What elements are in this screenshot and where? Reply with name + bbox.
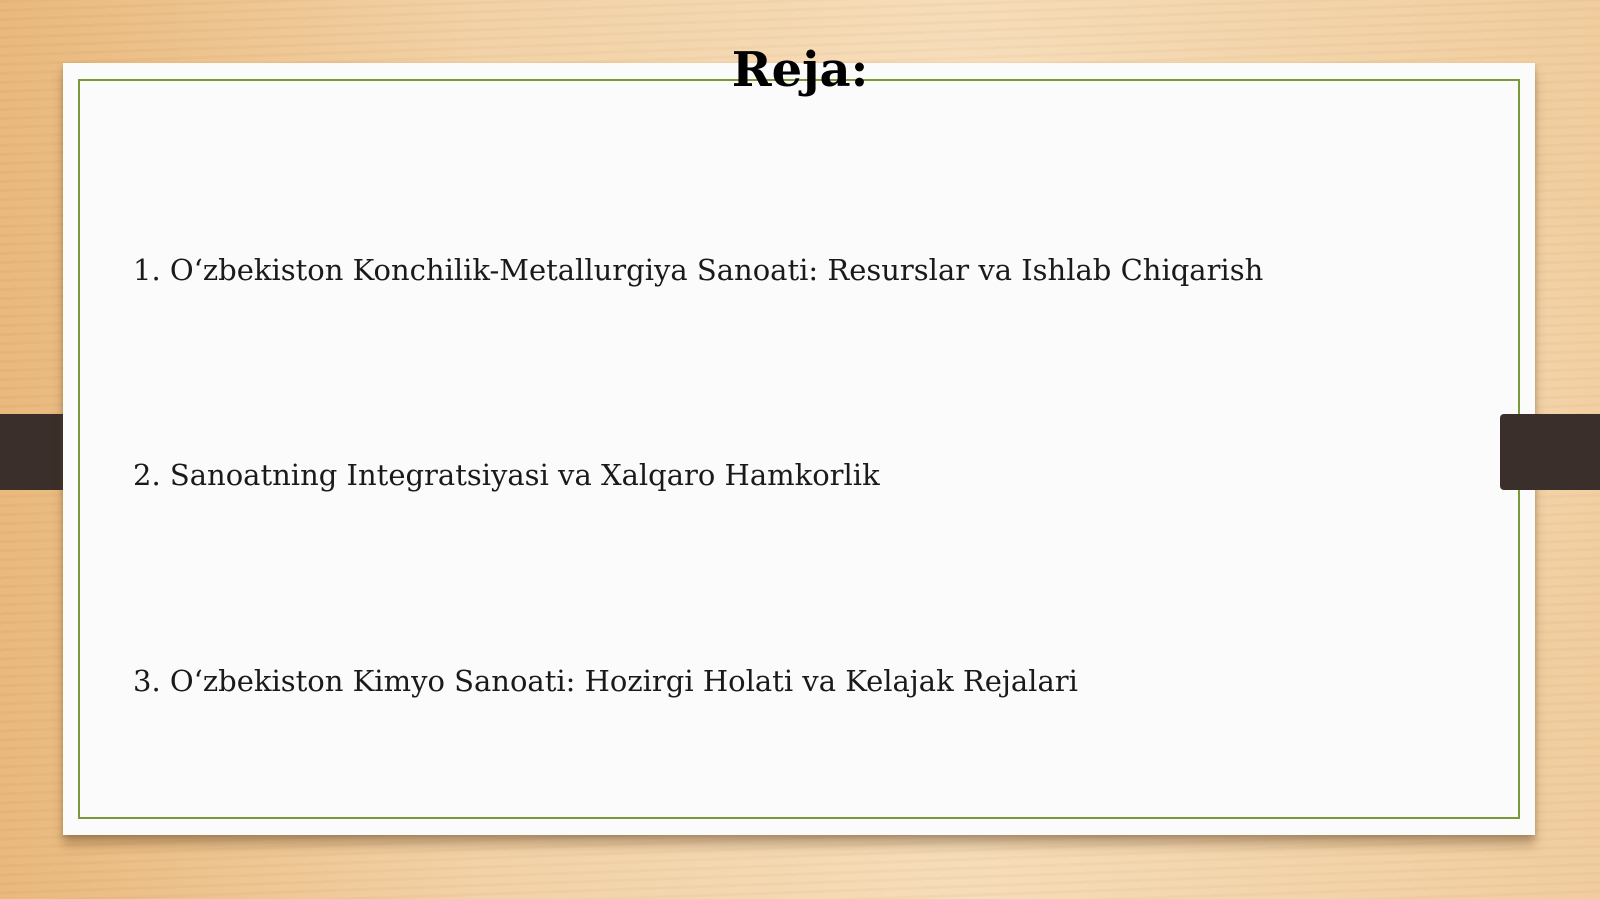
right-binder-tab: [1500, 414, 1600, 490]
slide-title: Reja:: [731, 42, 869, 98]
slide-card-border: [78, 79, 1520, 819]
plan-item-1: 1. O‘zbekiston Konchilik-Metallurgiya Sanoati: Resurslar va Ishlab Chiqarish: [133, 253, 1264, 287]
plan-item-3: 3. O‘zbekiston Kimyo Sanoati: Hozirgi Holati va Kelajak Rejalari: [133, 664, 1078, 698]
plan-item-2: 2. Sanoatning Integratsiyasi va Xalqaro Hamkorlik: [133, 458, 880, 492]
slide-card: [63, 63, 1535, 835]
